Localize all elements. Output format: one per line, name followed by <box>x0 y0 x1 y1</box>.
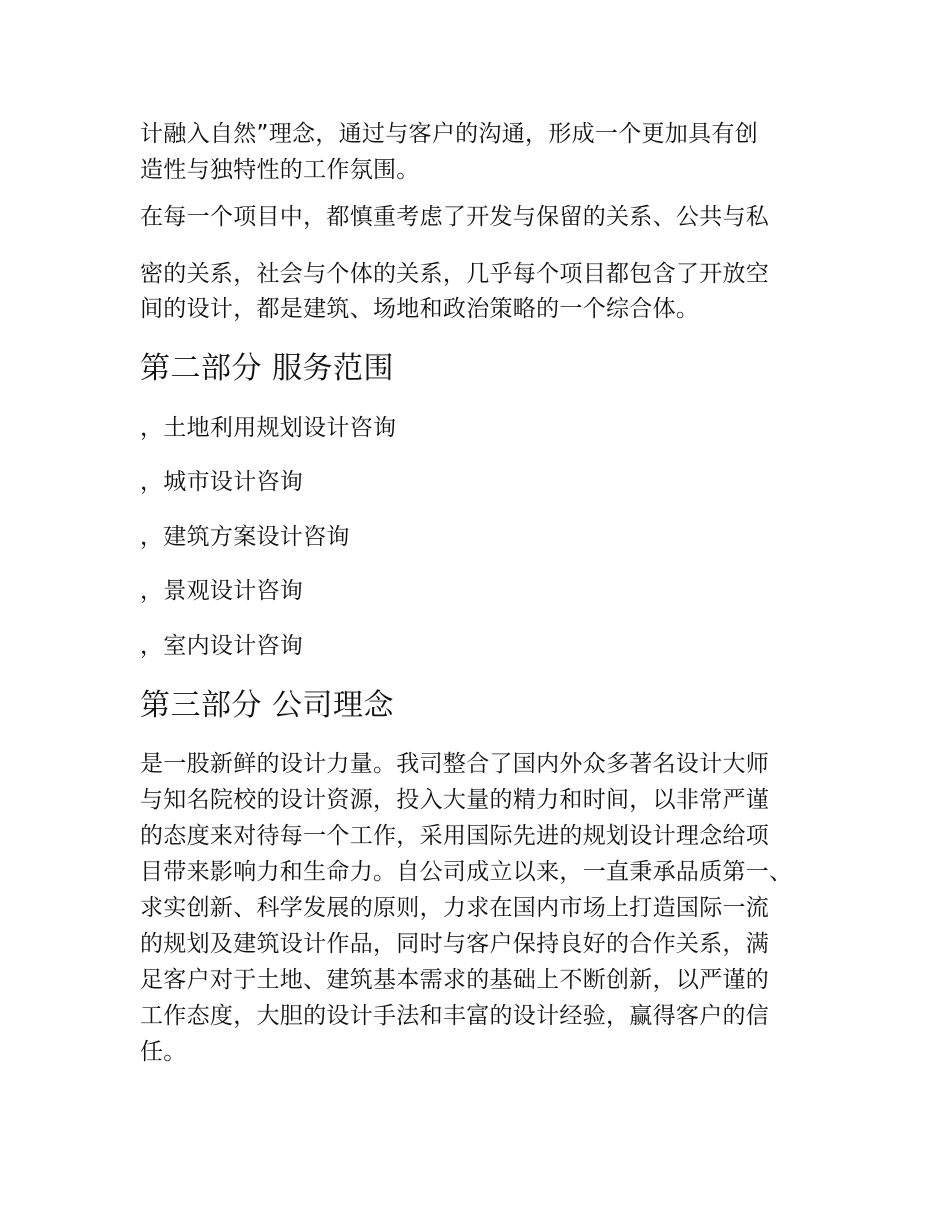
intro-line: 计融入自然”理念，通过与客户的沟通，形成一个更加具有创 <box>140 121 759 147</box>
philosophy-line: 与知名院校的设计资源，投入大量的精力和时间，以非常严谨 <box>140 787 770 813</box>
philosophy-line: 任。 <box>140 1039 187 1065</box>
philosophy-line: 的规划及建筑设计作品，同时与客户保持良好的合作关系，满 <box>140 931 770 957</box>
service-item: ，景观设计咨询 <box>140 578 304 604</box>
philosophy-line: 足客户对于土地、建筑基本需求的基础上不断创新，以严谨的 <box>140 967 770 993</box>
philosophy-line: 的态度来对待每一个工作，采用国际先进的规划设计理念给项 <box>140 823 770 849</box>
philosophy-line: 目带来影响力和生命力。自公司成立以来，一直秉承品质第一、 <box>140 859 793 885</box>
intro-line: 密的关系，社会与个体的关系，几乎每个项目都包含了开放空 <box>140 261 770 287</box>
philosophy-line: 求实创新、科学发展的原则，力求在国内市场上打造国际一流 <box>140 895 770 921</box>
philosophy-line: 是一股新鲜的设计力量。我司整合了国内外众多著名设计大师 <box>140 751 770 777</box>
service-item: ，室内设计咨询 <box>140 633 304 659</box>
intro-line: 造性与独特性的工作氛围。 <box>140 157 420 183</box>
section-heading-philosophy: 第三部分 公司理念 <box>140 688 395 723</box>
philosophy-line: 工作态度，大胆的设计手法和丰富的设计经验，赢得客户的信 <box>140 1003 770 1029</box>
service-item: ，建筑方案设计咨询 <box>140 524 350 550</box>
intro-line: 在每一个项目中，都慎重考虑了开发与保留的关系、公共与私 <box>140 204 770 230</box>
section-heading-services: 第二部分 服务范围 <box>140 351 395 386</box>
intro-line: 间的设计，都是建筑、场地和政治策略的一个综合体。 <box>140 296 700 322</box>
service-item: ，土地利用规划设计咨询 <box>140 415 397 441</box>
service-item: ，城市设计咨询 <box>140 469 304 495</box>
